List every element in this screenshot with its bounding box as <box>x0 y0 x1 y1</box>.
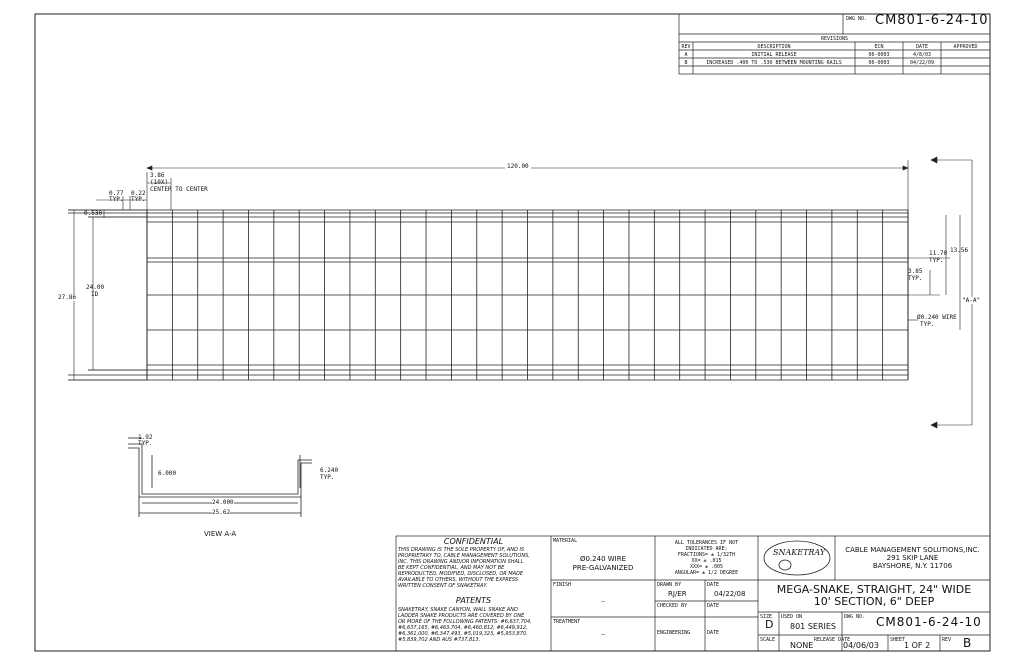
dim-2786: 27.86 <box>58 294 77 301</box>
dim-1170: 11.70 <box>929 250 948 257</box>
sec-dim-6240: 6.240 <box>320 467 339 474</box>
revisions-title: REVISIONS <box>820 36 849 42</box>
tolerance-line: ANGULAR= ± 1/2 DEGREE <box>674 570 739 576</box>
confidential-line: PROPRIETARY TO, CABLE MANAGEMENT SOLUTIONS, <box>398 553 530 559</box>
dim-spacing-value: 3.86 <box>150 172 165 179</box>
material-value-1: Ø0.240 WIRE <box>579 555 627 563</box>
logo-text: SNAKETRAY <box>773 548 826 557</box>
release-date: 04/06/03 <box>843 641 879 650</box>
tolerance-line: XXX= ± .005 <box>689 564 724 570</box>
dim-overall-length: 120.00 <box>507 163 529 170</box>
tolerance-line: INDICATED ARE: <box>685 546 728 552</box>
sheet-value: 1 OF 2 <box>904 641 931 650</box>
rev-a-date: 4/8/03 <box>912 52 932 58</box>
rev-a-rev: A <box>684 52 688 58</box>
treatment-value: – <box>601 631 605 638</box>
finish-label: FINISH <box>553 582 572 588</box>
view-label: VIEW A-A <box>204 530 237 538</box>
confidential-line: WRITTEN CONSENT OF SNAKETRAY. <box>398 583 488 589</box>
finish-value: – <box>601 598 605 605</box>
engineering-date-label: DATE <box>707 630 720 636</box>
tray-top-view <box>68 210 908 380</box>
dim-022: 0.22 <box>131 190 146 197</box>
dim-385: 3.85 <box>908 268 923 275</box>
size-value: D <box>765 618 774 631</box>
rev-value: B <box>963 636 972 650</box>
sec-dim-192-typ: TYP. <box>138 440 153 447</box>
company-name: CABLE MANAGEMENT SOLUTIONS,INC. <box>845 546 980 554</box>
material-value-2: PRE-GALVANIZED <box>572 564 634 572</box>
patents-line: OR MORE OF THE FOLLOWING PATENTS: #6,637,704, <box>398 619 532 625</box>
sheet-label: SHEET <box>890 637 906 643</box>
company-city: BAYSHORE, N.Y. 11706 <box>872 562 953 570</box>
dimension-lines <box>68 157 972 428</box>
dim-1356: 13.56 <box>950 247 969 254</box>
part-title-line-1: MEGA-SNAKE, STRAIGHT, 24" WIDE <box>776 583 972 596</box>
snaketray-logo <box>764 541 830 575</box>
checked-date-label: DATE <box>707 603 720 609</box>
drawn-date-label: DATE <box>707 582 720 588</box>
sec-dim-192: 1.92 <box>138 434 153 441</box>
dim-spacing-count: (10X) <box>150 179 169 186</box>
treatment-label: TREATMENT <box>553 619 581 625</box>
tb-dwg-no-label: DWG NO. <box>844 614 866 620</box>
rev-header-approved: APPROVED <box>953 44 978 50</box>
rev-header-date: DATE <box>915 44 929 50</box>
patents-line: LADDER SNAKE PRODUCTS ARE COVERED BY ONE <box>398 613 525 619</box>
rev-header-description: DESCRIPTION <box>757 44 791 50</box>
confidential-line: AVAILABLE TO OTHERS, WITHOUT THE EXPRESS <box>398 577 519 583</box>
scale-value: NONE <box>790 641 814 650</box>
rev-a-description: INITIAL RELEASE <box>751 52 797 58</box>
dim-0530: 0.530 <box>84 210 103 217</box>
used-on-value: 801 SERIES <box>790 622 836 631</box>
engineering-label: ENGINEERING <box>657 630 691 636</box>
tb-dwg-no: CM801-6-24-10 <box>876 615 982 629</box>
tolerance-line: XX= ± .015 <box>691 558 722 564</box>
drawn-by: RJ/ER <box>668 590 687 598</box>
scale-label: SCALE <box>760 637 776 643</box>
dim-wire-typ: TYP. <box>920 321 935 328</box>
section-mark: "A-A" <box>962 297 981 304</box>
sec-dim-6240-typ: TYP. <box>320 474 335 481</box>
header-dwg-no: CM801-6-24-10 <box>875 13 989 28</box>
checked-by-label: CHECKED BY <box>657 603 688 609</box>
tolerance-line: FRACTIONS= ± 1/32TH <box>677 552 736 558</box>
drawn-date: 04/22/08 <box>714 590 746 598</box>
patents-line: SNAKETRAY, SNAKE CANYON, WALL SNAKE AND <box>398 607 518 613</box>
rev-label: REV <box>942 637 952 643</box>
sec-dim-6000: 6.000 <box>158 470 177 477</box>
rev-b-ecn: 06-0003 <box>868 60 890 66</box>
confidential-line: THIS DRAWING IS THE SOLE PROPERTY OF, AND IS <box>398 547 525 553</box>
dim-1170-typ: TYP. <box>929 257 944 264</box>
patents-title: PATENTS <box>455 596 492 605</box>
confidential-title: CONFIDENTIAL <box>443 537 504 546</box>
rev-header-rev: REV <box>681 44 691 50</box>
dim-022-typ: TYP. <box>131 196 146 203</box>
release-label: RELEASE DATE <box>814 637 851 643</box>
used-on-label: USED ON <box>781 614 803 620</box>
sec-dim-2562: 25.62 <box>212 509 231 516</box>
dim-id: ID <box>91 291 99 298</box>
dwg-no-label: DWG NO. <box>846 16 868 22</box>
dim-wire: Ø0.240 WIRE <box>917 314 957 321</box>
material-label: MATERIAL <box>553 538 578 544</box>
rev-a-ecn: 06-0003 <box>868 52 890 58</box>
company-street: 291 SKIP LANE <box>886 554 939 562</box>
rev-header-ecn: ECN <box>874 44 884 50</box>
dim-2400: 24.00 <box>86 284 105 291</box>
confidential-line: INC. THIS DRAWING AND/OR INFORMATION SHALL <box>398 559 524 565</box>
confidential-line: BE KEPT CONFIDENTIAL, AND MAY NOT BE <box>398 565 505 571</box>
rev-b-date: 04/22/09 <box>909 60 935 66</box>
patents-line: #5,839,702 AND AUS #737,813. <box>398 637 481 643</box>
confidential-line: REPRODUCTED, MODIFIED, DISCLOSED, OR MADE <box>398 571 524 577</box>
patents-line: #6,361,000, #6,347,493, #5,019,323, #5,953,870, <box>398 631 528 637</box>
rev-b-description: INCREASED .400 TO .530 BETWEEN MOUNTING RAILS <box>706 60 842 66</box>
part-title-line-2: 10' SECTION, 6" DEEP <box>813 595 935 608</box>
dim-385-typ: TYP. <box>908 275 923 282</box>
dim-spacing-note: CENTER TO CENTER <box>150 186 208 193</box>
dim-077: 0.77 <box>109 190 124 197</box>
size-label: SIZE <box>760 614 773 620</box>
drawn-by-label: DRAWN BY <box>657 582 682 588</box>
rev-b-rev: B <box>684 60 688 66</box>
dim-077-typ: TYP. <box>109 196 124 203</box>
tolerance-line: ALL TOLERANCES IF NOT <box>674 540 739 546</box>
sec-dim-24000: 24.000 <box>212 499 234 506</box>
patents-line: #6,637,165, #6,463,704, #6,460,812, #6,449,912, <box>398 625 528 631</box>
